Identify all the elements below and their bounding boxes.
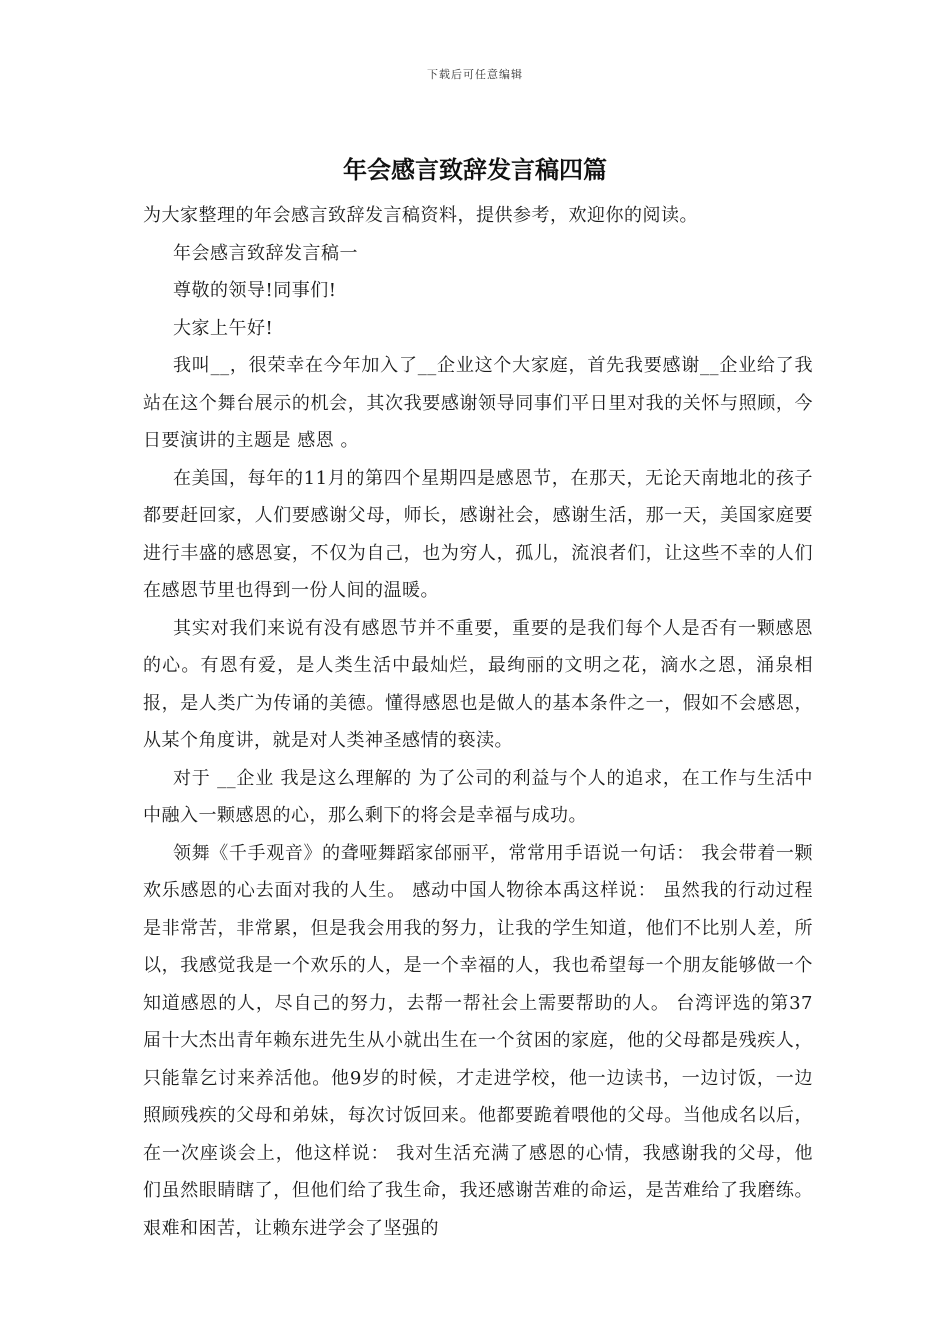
greeting: 大家上午好! — [173, 317, 274, 339]
paragraph: 在美国，每年的11月的第四个星期四是感恩节，在那天，无论天南地北的孩子都要赶回家，人们要感谢父母，师长，感谢社会，感谢生活，那一天，美国家庭要进行丰盛的感恩宴，不仅为自己，也为穷人，孤儿，流浪者们，让这些不幸的人们在感恩节里也得到一份人间的温暖。 — [143, 467, 813, 601]
paragraph: 我叫__，很荣幸在今年加入了__企业这个大家庭，首先我要感谢__企业给了我站在这个舞台展示的机会，其次我要感谢领导同事们平日里对我的关怀与照顾，今日要演讲的主题是 感恩 。 — [143, 355, 813, 451]
paragraph: 其实对我们来说有没有感恩节并不重要，重要的是我们每个人是否有一颗感恩的心。有恩有爱，是人类生活中最灿烂，最绚丽的文明之花，滴水之恩，涌泉相报，是人类广为传诵的美德。懂得感恩也是做人的基本条件之一，假如不会感恩，从某个角度讲，就是对人类神圣感情的亵渎。 — [143, 617, 813, 751]
section-heading: 年会感言致辞发言稿一 — [173, 242, 358, 264]
document-body — [143, 197, 813, 1247]
document-title: 年会感言致辞发言稿四篇 — [343, 155, 607, 184]
paragraph: 对于 __企业 我是这么理解的 为了公司的利益与个人的追求，在工作与生活中中融入一颗感恩的心，那么剩下的将会是幸福与成功。 — [143, 767, 813, 826]
page-header-note: 下载后可任意编辑 — [427, 68, 523, 81]
intro-paragraph: 为大家整理的年会感言致辞发言稿资料，提供参考，欢迎你的阅读。 — [143, 205, 698, 226]
paragraph: 领舞《千手观音》的聋哑舞蹈家邰丽平，常常用手语说一句话： 我会带着一颗欢乐感恩的心去面对我的人生。 感动中国人物徐本禹这样说： 虽然我的行动过程是非常苦，非常累，但是我会用我的努力，让我的学生知道，他们不比别人差，所以，我感觉我是一个欢乐的人，是一个幸福的人，我也希望每一个朋友能够做一个知道感恩的人，尽自己的努力，去帮一帮社会上需要帮助的人。 台湾评选的第37届十大杰出青年赖东进先生从小就出生在一个贫困的家庭，他的父母都是残疾人，只能靠乞讨来养活他。他9岁的时候，才走进学校，他一边读书，一边讨饭，一边照顾残疾的父母和弟妹，每次讨饭回来。他都要跪着喂他的父母。当他成名以后，在一次座谈会上，他这样说： 我对生活充满了感恩的心情，我感谢我的父母，他们虽然眼睛瞎了，但他们给了我生命，我还感谢苦难的命运，是苦难给了我磨练。 艰难和困苦，让赖东进学会了坚强的 — [143, 842, 813, 1239]
salutation: 尊敬的领导!同事们! — [173, 280, 337, 301]
